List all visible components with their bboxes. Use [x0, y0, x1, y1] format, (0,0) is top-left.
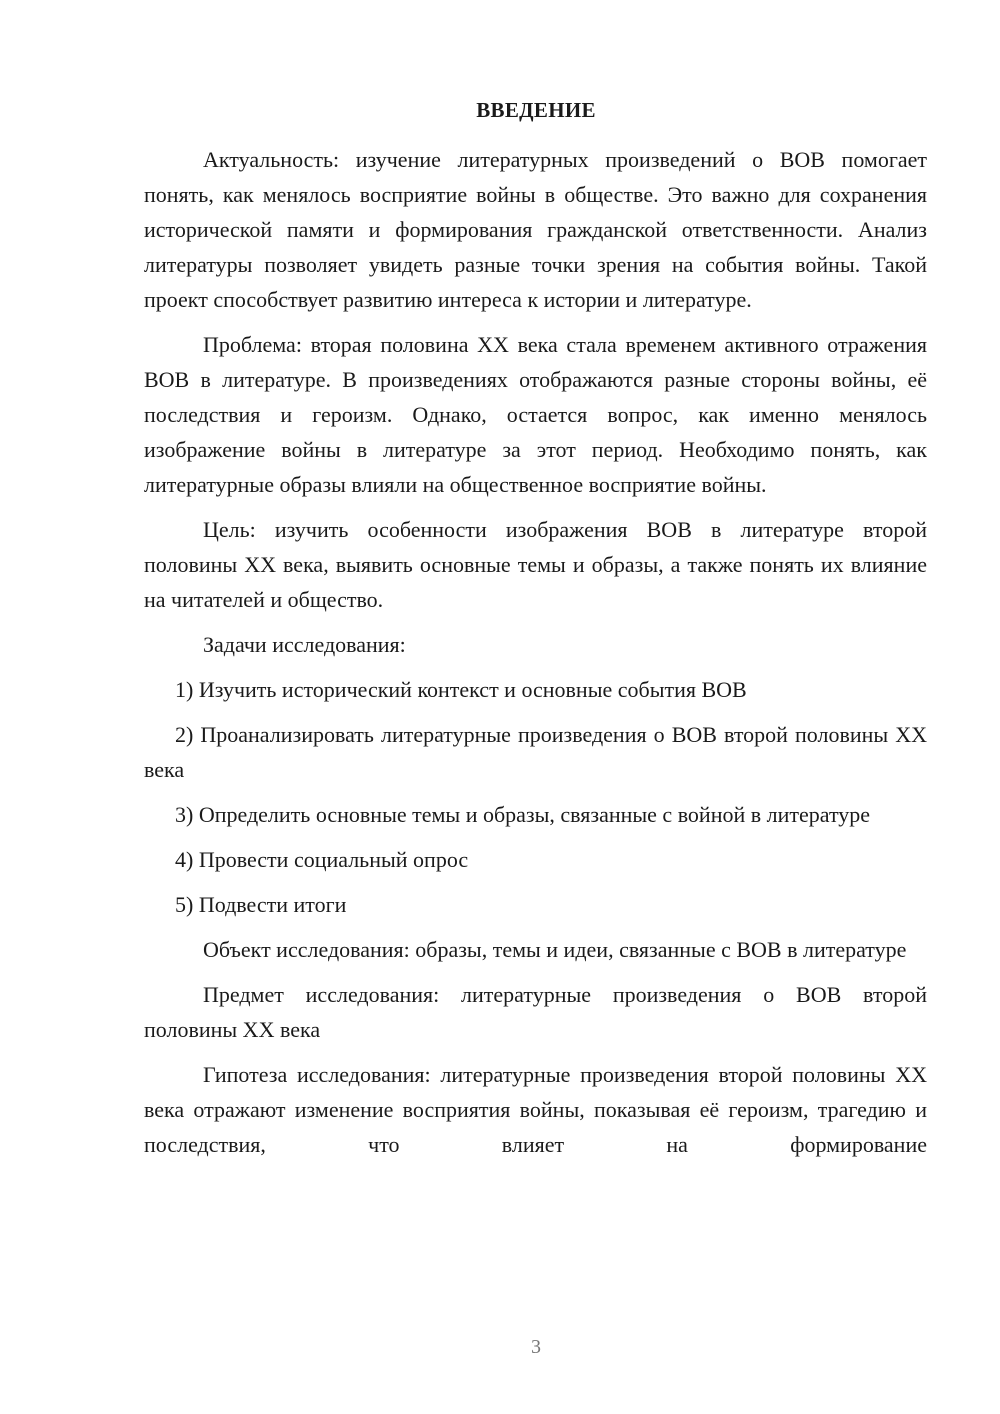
task-item: 4) Провести социальный опрос	[175, 847, 469, 872]
document-body	[144, 142, 927, 1162]
task-item: 1) Изучить исторический контекст и основные события ВОВ	[175, 677, 747, 702]
goal-paragraph: Цель: изучить особенности изображения ВОВ в литературе второй половины XX века, выявить основные темы и образы, а также понять их влияние на читателей и общество.	[144, 517, 927, 612]
hypothesis-paragraph: Гипотеза исследования: литературные произведения второй половины XX века отражают изменение восприятия войны, показывая её героизм, трагедию и последствия, что влияет на формирование	[144, 1062, 927, 1157]
task-item: 3) Определить основные темы и образы, связанные с войной в литературе	[175, 802, 871, 827]
relevance-paragraph: Актуальность: изучение литературных произведений о ВОВ помогает понять, как менялось восприятие войны в обществе. Это важно для сохранения исторической памяти и формирования гражданской ответственности. Анализ литературы позволяет увидеть разные точки зрения на события войны. Такой проект способствует развитию интереса к истории и литературе.	[144, 147, 927, 312]
page-title: ВВЕДЕНИЕ	[476, 98, 596, 122]
task-item: 5) Подвести итоги	[175, 892, 347, 917]
subject-paragraph: Предмет исследования: литературные произведения о ВОВ второй половины XX века	[144, 982, 927, 1042]
tasks-heading: Задачи исследования:	[203, 632, 406, 657]
page-number: 3	[531, 1336, 541, 1358]
object-paragraph: Объект исследования: образы, темы и идеи, связанные с ВОВ в литературе	[203, 937, 907, 962]
task-item: 2) Проанализировать литературные произведения о ВОВ второй половины XX века	[144, 722, 927, 782]
problem-paragraph: Проблема: вторая половина XX века стала временем активного отражения ВОВ в литературе. В произведениях отображаются разные стороны войны, её последствия и героизм. Однако, остается вопрос, как именно менялось изображение войны в литературе за этот период. Необходимо понять, как литературные образы влияли на общественное восприятие войны.	[144, 332, 927, 497]
